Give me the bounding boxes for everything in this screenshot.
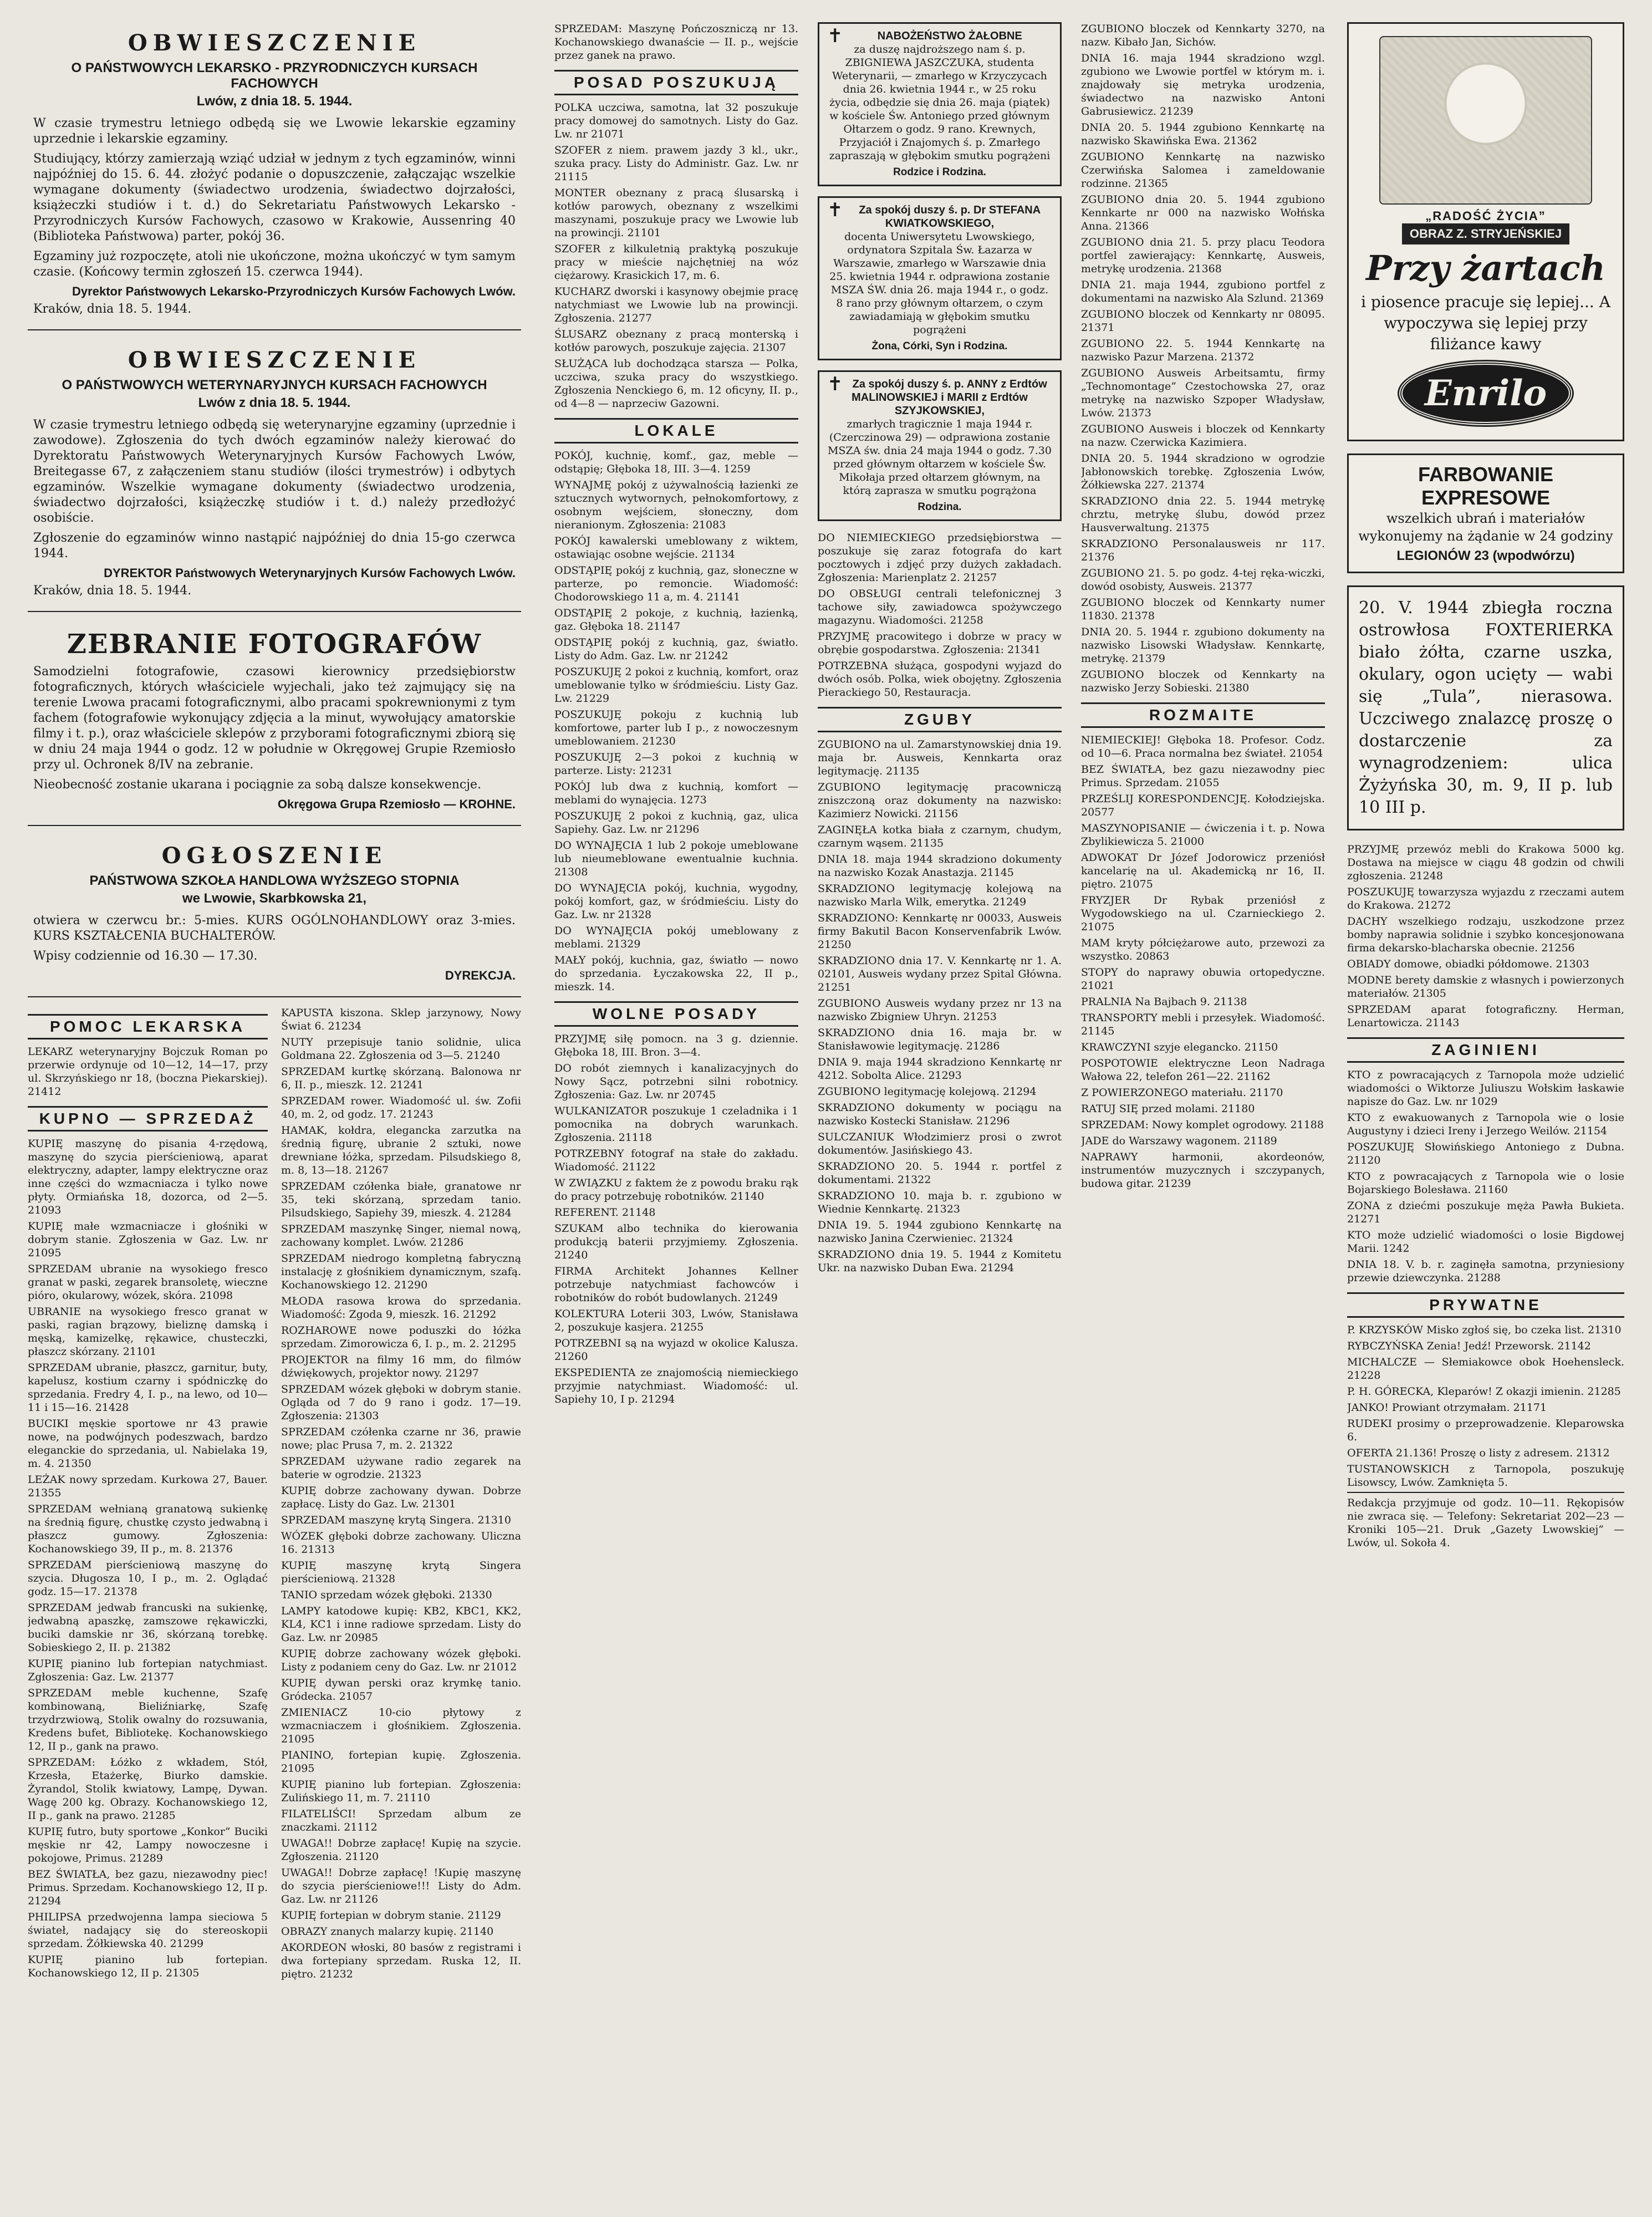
classified-ad: HAMAK, kołdra, elegancka zarzutka na średnią figurę, ubranie 2 sztuki, nowe drewniane łóżka, sprzedam. Pilsudskiego 8, m. 8, 13—18. 21267 xyxy=(281,1124,521,1176)
classified-ad: SZOFER z niem. prawem jazdy 3 kl., ukr., szuka pracy. Listy do Administr. Gaz. Lw. nr 21115 xyxy=(554,144,798,183)
classified-ad: PRZYJMĘ pracowitego i dobrze w pracy w obrębie gospodarstwa. Zgłoszenia: 21341 xyxy=(818,630,1062,656)
classified-ad: DNIA 9. maja 1944 skradziono Kennkartę nr 4212. Sobolta Alice. 21293 xyxy=(818,1056,1062,1082)
classified-ad: SPRZEDAM ubranie na wysokiego fresco granat w paski, zegarek bransoletę, wieczne pióro, okularowy, wózek, skóra. 21098 xyxy=(28,1263,268,1302)
notice-paragraph: Egzaminy już rozpoczęte, atoli nie ukończone, można ukończyć w tym samym czasie. (Końcowy termin zgłoszeń 15. czerwca 1944). xyxy=(33,249,516,279)
classified-ad: SPRZEDAM: Nowy komplet ogrodowy. 21188 xyxy=(1081,1119,1324,1131)
classified-ad: POSZUKUJĘ 2 pokoi z kuchnią, komfort, oraz umeblowanie tylko w śródmieściu. Listy Gaz. Lw. 21229 xyxy=(554,666,798,705)
classified-ad: ŚLUSARZ obeznany z pracą monterską i kotłów parowych, poszukuje zajęcia. 21307 xyxy=(554,328,798,354)
classified-ad: DNIA 16. maja 1944 skradziono wzgl. zgubiono we Lwowie portfel w którym m. i. znajdowały się metryka urodzenia, świadectwo na nazwisko Antoni Gabrusiewicz. 21239 xyxy=(1081,52,1325,118)
classified-ad: POLKA uczciwa, samotna, lat 32 poszukuje pracy domowej do samotnych. Listy do Gaz. Lw. nr 21071 xyxy=(554,101,798,140)
ad-list-job-seekers xyxy=(554,101,798,410)
obituary-heading: Za spokój duszy ś. p. ANNY z Erdtów MALINOWSKIEJ i MARII z Erdtów SZYJKOWSKIEJ, xyxy=(852,378,1047,417)
notice-trade-school xyxy=(28,835,521,997)
notice-place-date: Lwów, z dnia 18. 5. 1944. xyxy=(196,94,353,109)
classified-ad: MICHALCZE — Słemiakowce obok Hoehensleck. 21228 xyxy=(1347,1356,1624,1382)
classified-ad: ZMIENIACZ 10-cio płytowy z wzmacniaczem i głośnikiem. Zgłoszenia. 21095 xyxy=(281,1706,521,1745)
classified-ad: KUPIĘ maszynę krytą Singera pierścieniową. 21328 xyxy=(281,1559,521,1585)
obituary-text: za duszę najdroższego nam ś. p. ZBIGNIEWA JASZCZUKA, studenta Weterynarii, — zmarłego w Krzyczycach dnia 26. kwietnia 1944 r., w 25 roku życia, odbędzie się dnia 26. maja (piątek) w kościele Św. Antoniego przed głównym Ołtarzem o godz. 9 rano. Krewnych, Przyjaciół i Znajomych ś. p. Zmarłego zapraszają w głębokim smutku pogrążeni xyxy=(829,43,1051,162)
classified-ad: PRZYJMĘ przewóz mebli do Krakowa 5000 kg. Dostawa na miejsce w ciągu 48 godzin od chwili zgłoszenia. 21248 xyxy=(1347,843,1624,882)
classified-ad: SPRZEDAM wełnianą granatową sukienkę na średnią figurę, chustkę czysto jedwabną i płaszcz gumowy. Zgłoszenia: Kochanowskiego 39, II p., m. 8. 21376 xyxy=(28,1503,268,1555)
ad-list-lost-items-continued xyxy=(1081,22,1325,695)
classifieds-subcolumn-right xyxy=(281,1006,521,1984)
classified-ad: KUPIĘ dywan perski oraz krymkę tanio. Gródecka. 21057 xyxy=(281,1677,521,1703)
classified-ad: KTO z powracających z Tarnopola wie o losie Bojarskiego Bolesława. 21160 xyxy=(1347,1170,1624,1196)
classified-ad: POSZUKUJĘ Słowińskiego Antoniego z Dubna. 21120 xyxy=(1347,1141,1624,1166)
classified-ad: EKSPEDIENTA ze znajomością niemieckiego przyjmie natychmiast. Wiadomość: ul. Sapiehy 10, I p. 21294 xyxy=(554,1367,798,1405)
classified-ad: POKÓJ, kuchnię, komf., gaz, meble — odstąpię; Głęboka 18, III. 3—4. 1259 xyxy=(554,450,798,475)
classified-ad: POSZUKUJĘ towarzysza wyjazdu z rzeczami autem do Krakowa. 21272 xyxy=(1347,886,1624,911)
classified-ad: OBIADY domowe, obiadki półdomowe. 21303 xyxy=(1347,958,1589,970)
ad-list-miscellaneous xyxy=(1081,733,1325,1190)
classified-ad: KUPIĘ fortepian w dobrym stanie. 21129 xyxy=(281,1909,501,1922)
classifieds-subcolumn-left xyxy=(28,1006,268,1984)
classified-ad: KAPUSTA kiszona. Sklep jarzynowy, Nowy Świat 6. 21234 xyxy=(281,1007,521,1032)
classified-ad: P. KRZYSKÓW Misko zgłoś się, bo czeka list. 21310 xyxy=(1347,1324,1622,1336)
classified-ad: SŁUŻĄCA lub dochodząca starsza — Polka, uczciwa, szuka pracy do wszystkiego. Zgłoszenia Nenckiego 6, m. 12 oficyny, II. p., od 4—8 — naprzeciw Gazowni. xyxy=(554,358,798,410)
classified-ad: KUPIĘ dobrze zachowany wózek głęboki. Listy z podaniem ceny do Gaz. Lw. nr 21012 xyxy=(281,1648,521,1673)
classified-ad: KUPIĘ dobrze zachowany dywan. Dobrze zapłacę. Listy do Gaz. Lw. 21301 xyxy=(281,1485,521,1510)
classified-ad: NIEMIECKIEJ! Głęboka 18. Profesor. Codz. od 10—6. Praca normalna bez świateł. 21054 xyxy=(1081,734,1325,760)
classified-ad: DO OBSŁUGI centrali telefonicznej 3 tachowe siły, zawiadowca spożywczego magazynu. Wiadomości. 21258 xyxy=(818,588,1062,626)
classified-ad: WYNAJMĘ pokój z używalnością łazienki ze sztucznych wytwornych, pełnokomfortowy, z osobnym wejściem, słoneczny, dom nieranionym. Zgłoszenia: 21083 xyxy=(554,479,798,531)
obituary-family: Rodzice i Rodzina. xyxy=(893,166,986,178)
notice-signature: Dyrektor Państwowych Lekarsko-Przyrodniczych Kursów Fachowych Lwów. xyxy=(72,284,516,298)
notice-signature: DYREKCJA. xyxy=(445,969,516,982)
classified-ad: POTRZEBNY fotograf na stałe do zakładu. Wiadomość. 21122 xyxy=(554,1148,798,1173)
classified-ad: SULCZANIUK Włodzimierz prosi o zwrot dokumentów. Jasińskiego 43. xyxy=(818,1131,1062,1156)
classified-ad: POSPOTOWIE elektryczne Leon Nadraga Wałowa 22, telefon 261—22. 21162 xyxy=(1081,1057,1325,1083)
classified-ad: OFERTA 21.136! Proszę o listy z adresem. 21312 xyxy=(1347,1447,1610,1459)
ad-list-premises xyxy=(554,449,798,993)
obituary xyxy=(818,22,1062,186)
classified-ad: ZGUBIONO Ausweis i bloczek od Kennkarty na nazw. Czerwicka Kazimiera. xyxy=(1081,423,1325,449)
notice-subtitle: O PAŃSTWOWYCH WETERYNARYJNYCH KURSACH FACHOWYCH xyxy=(62,378,487,393)
classified-ad: KRAWCZYNI szyje elegancko. 21150 xyxy=(1081,1041,1278,1053)
classified-ad: SPRZEDAM używane radio zegarek na baterie w ogrodzie. 21323 xyxy=(281,1455,521,1481)
column-3 xyxy=(818,22,1062,1277)
classified-ad: SPRZEDAM pierścieniową maszynę do szycia. Długosza 10, I p., m. 2. Oglądać godz. 15—17. 21378 xyxy=(28,1559,268,1598)
classified-ad: DNIA 20. 5. 1944 zgubiono Kennkartę na nazwisko Skawińska Ewa. 21362 xyxy=(1081,121,1325,147)
classified-ad: REFERENT. 21148 xyxy=(554,1206,656,1219)
section-title-private: PRYWATNE xyxy=(1347,1292,1624,1318)
notice-title: OGŁOSZENIE xyxy=(161,843,387,869)
classified-ad: TANIO sprzedam wózek głęboki. 21330 xyxy=(281,1589,492,1601)
classified-ad: TRANSPORTY mebli i przesyłek. Wiadomość. 21145 xyxy=(1081,1012,1325,1037)
section-title-premises: LOKALE xyxy=(554,418,798,444)
brand-logo: Enrilo xyxy=(1399,361,1572,425)
classified-ad: SPRZEDAM wózek głęboki w dobrym stanie. Ogląda od 7 do 9 rano i godz. 17—19. Zgłoszenia: 21303 xyxy=(281,1383,521,1422)
obituary-text: docenta Uniwersytetu Lwowskiego, ordynatora Szpitala Św. Łazarza w Warszawie, zmarłego w Warszawie dnia 25. kwietnia 1944 r. odprawiona zostanie MSZA ŚW. dnia 26. maja 1944 r., o godz. 8 rano przy głównym ołtarzem, o czym zawiadamiają w głębokim smutku pogrążeni xyxy=(829,231,1050,336)
classified-ad: KTO z powracających z Tarnopola może udzielić wiadomości o Wiktorze Juliuszu Wołskim łaskawie napisze do Gaz. Lw. nr 1029 xyxy=(1347,1069,1624,1108)
classified-ad: PROJEKTOR na filmy 16 mm, do filmów dźwiękowych, projektor nowy. 21297 xyxy=(281,1354,521,1379)
ad-script-title: Przy żartach xyxy=(1366,248,1605,288)
classified-ad: SPRZEDAM aparat fotograficzny. Herman, Lenartowicza. 21143 xyxy=(1347,1003,1624,1029)
notice-medical-courses xyxy=(28,22,521,330)
classified-ad: KUPIĘ pianino lub fortepian. Zgłoszenia: Zulińskiego 11, m. 7. 21110 xyxy=(281,1778,521,1804)
classified-ad: UBRANIE na wysokiego fresco granat w paski, ragian brązowy, bieliznę damską i męską, kamizelkę, rękawice, chusteczki, płaszcz skórzany. 21101 xyxy=(28,1306,268,1358)
section-title-missing-persons: ZAGINIENI xyxy=(1347,1037,1624,1063)
obituary-family: Żona, Córki, Syn i Rodzina. xyxy=(871,340,1008,352)
classified-ad: SZUKAM albo technika do kierowania produkcją baterii przyjmiemy. Zgłoszenia. 21240 xyxy=(554,1222,798,1261)
classified-ad: DNIA 20. 5. 1944 r. zgubiono dokumenty na nazwisko Lisowski Władysław. Kennkartę, metrykę. 21379 xyxy=(1081,626,1325,665)
classified-ad: MODNE berety damskie z własnych i powierzonych materiałów. 21305 xyxy=(1347,974,1624,1000)
classified-ad: BEZ ŚWIATŁA, bez gazu, niezawodny piec! Primus. Sprzedam. Kochanowskiego 12, II p. 21294 xyxy=(28,1868,268,1907)
obituary-text: zmarłych tragicznie 1 maja 1944 r. (Czerczinowa 29) — odprawiona zostanie MSZA św. dnia 24 maja 1944 o godz. 7.30 przed głównym ołtarzem w kościele Św. Mikołaja przed ołtarzem głównym, na którą zaprasza w smutku pogrążona xyxy=(828,418,1052,497)
classified-ad: SKRADZIONO 10. maja b. r. zgubiono w Wiednie Kennkartę. 21323 xyxy=(818,1190,1062,1215)
section-title-medical-help: POMOC LEKARSKA xyxy=(28,1014,268,1039)
classified-ad: ODSTĄPIĘ pokój z kuchnią, gaz, słoneczne w parterze, po remoncie. Wiadomość: Chodorowskiego 11 a, m. 4. 21141 xyxy=(554,564,798,603)
dyeing-advertisement xyxy=(1347,453,1624,573)
notice-paragraph: Zgłoszenie do egzaminów winno nastąpić najpóźniej do dnia 15-go czerwca 1944. xyxy=(33,531,516,560)
ad-headline: FARBOWANIE EXPRESOWE xyxy=(1418,463,1553,509)
classified-ad: PHILIPSA przedwojenna lampa sieciowa 5 świateł, nadający się do stereoskopii sprzedam. Żółkiewska 40. 21299 xyxy=(28,1911,268,1950)
ad-list-private xyxy=(1347,1323,1624,1489)
classified-ad: TUSTANOWSKICH z Tarnopola, poszukuję Lisowscy, Lwów. Zamknięta 5. xyxy=(1347,1463,1624,1489)
notice-title: OBWIESZCZENIE xyxy=(128,347,421,373)
classified-ad: DO NIEMIECKIEGO przedsiębiorstwa — poszukuje się zaraz fotografa do kart pocztowych i zdjęć przy dużych zakładach. Zgłoszenia: Marienplatz 2. 21257 xyxy=(818,532,1062,584)
classified-ad: PRZYJMĘ siłę pomocn. na 3 g. dziennie. Głęboka 18, III. Bron. 3—4. xyxy=(554,1033,798,1058)
classified-ad: SKRADZIONO dnia 22. 5. 1944 metrykę chrztu, metrykę ślubu, dowód przez Hausverwaltung. 21375 xyxy=(1081,495,1325,534)
classified-ad: ZGUBIONO bloczek od Kennkarty numer 11830. 21378 xyxy=(1081,597,1325,622)
cross-icon: ✝ xyxy=(827,373,843,395)
column-4 xyxy=(1081,22,1325,1193)
classified-ad: KUPIĘ pianino lub fortepian natychmiast. Zgłoszenia: Gaz. Lw. 21377 xyxy=(28,1658,268,1683)
section-title-lost-items: ZGUBY xyxy=(818,707,1062,732)
classified-ad: NUTY przepisuje tanio solidnie, ulica Goldmana 22. Zgłoszenia od 3—5. 21240 xyxy=(281,1036,521,1062)
classified-ad: ZGUBIONO Kennkartę na nazwisko Czerwińska Salomea i zameldowanie rodzinne. 21365 xyxy=(1081,151,1325,190)
classified-ad: ZGUBIONO Ausweis Arbeitsamtu, firmy „Technomontage” Czestochowska 27, oraz metrykę na nazwisko Szpoper Władysław, Lwów. 21373 xyxy=(1081,367,1325,419)
classified-ad: POSZUKUJĘ 2—3 pokoi z kuchnią w parterze. Listy: 21231 xyxy=(554,751,798,777)
ad-list-lost-items xyxy=(818,738,1062,1275)
classified-ad: SPRZEDAM rower. Wiadomość ul. św. Zofii 40, m. 2, od godz. 17. 21243 xyxy=(281,1095,521,1120)
classified-ad: RATUJ SIĘ przed molami. 21180 xyxy=(1081,1103,1255,1115)
classified-ad: LEKARZ weterynaryjny Bojczuk Roman po przerwie ordynuje od 10—12, 14—17, przy ul. Skrzyńskiego nr 18, (boczna Piekarskiej). 21412 xyxy=(28,1046,268,1098)
classified-ad: WÓZEK głęboki dobrze zachowany. Uliczna 16. 21313 xyxy=(281,1530,521,1556)
classified-ad: SKRADZIONO dnia 16. maja br. w Stanisławowie legitymację. 21286 xyxy=(818,1027,1062,1052)
classified-ad: SKRADZIONO dokumenty w pociągu na nazwisko Kostecki Stanisław. 21296 xyxy=(818,1102,1062,1127)
obituary-heading: NABOŻEŃSTWO ŻAŁOBNE xyxy=(877,30,1022,42)
notice-paragraph: W czasie trymestru letniego odbędą się we Lwowie lekarskie egzaminy uprzednie i lekarskie egzaminy. xyxy=(33,116,516,146)
classified-ad: KTO może udzielić wiadomości o losie Bigdowej Marii. 1242 xyxy=(1347,1229,1624,1255)
notice-paragraph: Nieobecność zostanie ukarana i pociągnie za sobą dalsze konsekwencje. xyxy=(33,778,482,792)
notice-paragraph: Studiujący, którzy zamierzają wziąć udział w jednym z tych egzaminów, winni najpóźniej do 15. 6. 44. złożyć podanie o dopuszczenie, załączając wszelkie wymagane dokumenty (świadectwo urodzenia, świadectwo dojrzałości, książeczki studiów i t. d.) do Sekretariatu Państwowych Lekarsko - Przyrodniczych Kursów Fachowych, czasowo w Krakowie, Aussenring 40 (Biblioteka Państwowa) parter, pokój 36. xyxy=(33,152,516,243)
classified-ad: RUDEKI prosimy o przeprowadzenie. Kleparowska 6. xyxy=(1347,1418,1624,1443)
classified-ad: ZGUBIONO Ausweis wydany przez nr 13 na nazwisko Zbigniew Uhryn. 21253 xyxy=(818,997,1062,1023)
classifieds-subcolumns xyxy=(28,1006,521,1984)
obituary xyxy=(818,196,1062,360)
classified-ad: DACHY wszelkiego rodzaju, uszkodzone przez bomby naprawia solidnie i szybko koncesjonowana firma dekarsko-blacharska obecnie. 21256 xyxy=(1347,915,1624,954)
classified-ad: SPRZEDAM czółenka białe, granatowe nr 35, teki skórzaną, sprzedam tanio. Pilsudskiego, Sapiehy 39, mieszk. 4. 21284 xyxy=(281,1180,521,1219)
classified-ad: Z POWIERZONEGO materiału. 21170 xyxy=(1081,1087,1283,1099)
classified-ad: SPRZEDAM ubranie, płaszcz, garnitur, buty, kapelusz, kostium czarny i spódniczkę do sprzedania. Fredry 4, I. p., na lewo, od 10—11 i 15—16. 21428 xyxy=(28,1362,268,1414)
classified-ad: SPRZEDAM czółenka czarne nr 36, prawie nowe; plac Prusa 7, m. 2. 21322 xyxy=(281,1426,521,1451)
classified-ad: DNIA 21. maja 1944, zgubiono portfel z dokumentami na nazwisko Ala Szlund. 21369 xyxy=(1081,279,1325,304)
notice-address: we Lwowie, Skarbkowska 21, xyxy=(182,891,367,906)
classified-ad: KOLEKTURA Loterii 303, Lwów, Stanisława 2, poszukuje kasjera. 21255 xyxy=(554,1308,798,1333)
classified-ad: PRALNIA Na Bajbach 9. 21138 xyxy=(1081,996,1247,1008)
coffee-advertisement xyxy=(1347,22,1624,441)
classified-ad: DO WYNAJĘCIA pokój, kuchnia, wygodny, pokój komfort, gaz, w śródmieściu. Listy do Gaz. Lw. nr 21328 xyxy=(554,882,798,921)
lost-dog-notice: 20. V. 1944 zbiegła roczna ostrowłosa FOXTERIERKA biało żółta, czarne uszka, okulary, ogon ucięty — wabi się „Tula”, nierasowa. Uczciwego znalazcę proszę o dostarczenie za wynagrodzeniem: ulica Żyżyńska 30, m. 9, II p. lub 10 III p. xyxy=(1347,585,1624,830)
classified-ad: ROZHAROWE nowe poduszki do łóżka sprzedam. Zimorowicza 6, I. p., m. 2. 21295 xyxy=(281,1324,521,1350)
section-title-buy-sell: KUPNO — SPRZEDAŻ xyxy=(28,1106,268,1132)
section-title-vacancies: WOLNE POSADY xyxy=(554,1001,798,1027)
classified-ad: WULKANIZATOR poszukuje 1 czeladnika i 1 pomocnika na dobrych warunkach. Zgłoszenia. 21118 xyxy=(554,1105,798,1144)
classified-ad: POSZUKUJĘ pokoju z kuchnią lub komfortowe, parter lub I p., z nowoczesnym umeblowaniem. 21230 xyxy=(554,709,798,747)
classified-ad: MONTER obeznany z pracą ślusarską i kotłów parowych, obeznany z wszelkimi maszynami, poszukuje pracy we Lwowie lub na prowincji. 21101 xyxy=(554,187,798,239)
classified-ad: AKORDEON włoski, 80 basów z registrami i dwa fortepiany sprzedam. Ruska 12, II. piętro. 21232 xyxy=(281,1941,521,1980)
ad-body: i piosence pracuje się lepiej... A wypoczywa się lepiej przy filiżance kawy xyxy=(1361,293,1610,353)
classified-ad: JADE do Warszawy wagonem. 21189 xyxy=(1081,1135,1277,1147)
classified-ad: ZGUBIONO dnia 21. 5. przy placu Teodora portfel zawierający: Kennkartę, Ausweis, metrykę urodzenia. 21368 xyxy=(1081,236,1325,275)
classified-ad: KUPIĘ maszynę do pisania 4-rzędową, maszynę do szycia pierścieniową, aparat elektryczny, adapter, lampy elektryczne oraz inne części do wzmacniacza i tylko nowe płyty. Ormiańska 18, dozorca, od 2—5. 21093 xyxy=(28,1138,268,1216)
cross-icon: ✝ xyxy=(827,25,843,47)
ad-address: LEGIONÓW 23 (wpodwórzu) xyxy=(1396,548,1575,563)
classified-ad: SPRZEDAM niedrogo kompletną fabryczną instalację z głośnikiem dynamicznym, szafą. Kochanowskiego 12. 21290 xyxy=(281,1252,521,1291)
column-5 xyxy=(1347,22,1624,1552)
classified-ad: LEŻAK nowy sprzedam. Kurkowa 27, Bauer. 21355 xyxy=(28,1474,268,1499)
classified-ad: SKRADZIONO Personalausweis nr 117. 21376 xyxy=(1081,538,1325,563)
notice-place-date: Lwów z dnia 18. 5. 1944. xyxy=(198,395,351,410)
classified-ad: PIANINO, fortepian kupię. Zgłoszenia. 21095 xyxy=(281,1749,521,1775)
classified-ad: ZGUBIONO legitymację pracowniczą zniszczoną oraz dokumenty na nazwisko: Kazimierz Nowicki. 21156 xyxy=(818,781,1062,820)
classified-ad: ODSTĄPIĘ pokój z kuchnią, gaz, światło. Listy do Adm. Gaz. Lw. nr 21242 xyxy=(554,636,798,662)
ad-list-buy-sell-continued xyxy=(281,1006,521,1981)
classified-ad: ZGUBIONO 22. 5. 1944 Kennkartę na nazwisko Pazur Marzena. 21372 xyxy=(1081,338,1325,363)
classified-ad: P. H. GÓRECKA, Kleparów! Z okazji imienin. 21285 xyxy=(1347,1385,1621,1398)
obituary-heading: Za spokój duszy ś. p. Dr STEFANA KWIATKOWSKIEGO, xyxy=(859,204,1041,230)
classified-ad: OBRAZY znanych malarzy kupię. 21140 xyxy=(281,1925,494,1938)
classified-ad: KUPIĘ pianino lub fortepian. Kochanowskiego 12, II p. 21305 xyxy=(28,1954,268,1979)
notice-date: Kraków, dnia 18. 5. 1944. xyxy=(33,584,192,598)
classified-ad: UWAGA!! Dobrze zapłacę! Kupię na szycie. Zgłoszenia. 21120 xyxy=(281,1837,521,1863)
classified-ad: NAPRAWY harmonii, akordeonów, instrumentów muzycznych i szczypanych, budowa gitar. 21239 xyxy=(1081,1151,1325,1190)
ad-list-col5 xyxy=(1347,843,1624,1029)
ad-list-top xyxy=(554,22,798,62)
ad-list-buy-sell xyxy=(28,1137,268,1980)
classified-ad: W ZWIĄZKU z faktem że z powodu braku rąk do pracy potrzebuję robotników. 21140 xyxy=(554,1177,798,1202)
editorial-footer: Redakcja przyjmuje od godz. 10—11. Rękopisów nie zwraca się. — Telefony: Sekretariat 202—23 — Kroniki 105—21. Druk „Gazety Lwowskiej” — Lwów, ul. Sokoła 4. xyxy=(1347,1492,1624,1550)
classified-ad: ODSTĄPIĘ 2 pokoje, z kuchnią, łazienką, gaz. Głęboka 18. 21147 xyxy=(554,607,798,633)
classified-ad: FRYZJER Dr Rybak przeniósł z Wygodowskiego na ul. Czarnieckiego 2. 21075 xyxy=(1081,894,1325,933)
classified-ad: ZGUBIONO 21. 5. po godz. 4-tej ręka-wiczki, dowód osobisty, Ausweis. 21377 xyxy=(1081,567,1325,593)
notice-photographers-meeting xyxy=(28,621,521,826)
section-title-miscellaneous: ROZMAITE xyxy=(1081,702,1325,728)
classified-ad: ADWOKAT Dr Józef Jodorowicz przeniósł kancelarię na ul. Akademicką nr 16, II. piętro. 21075 xyxy=(1081,852,1325,890)
classified-ad: BEZ ŚWIATŁA, bez gazu niezawodny piec Primus. Sprzedam. 21055 xyxy=(1081,763,1325,789)
classified-ad: SKRADZIONO 20. 5. 1944 r. portfel z dokumentami. 21322 xyxy=(818,1160,1062,1186)
classified-ad: SPRZEDAM jedwab francuski na sukienkę, jedwabną apaszkę, zamszowe rękawiczki, buciki damskie nr 36, skórzaną torebkę. Sobieskiego 2, II. p. 21382 xyxy=(28,1602,268,1654)
classified-ad: POSZUKUJĘ 2 pokoi z kuchnią, gaz, ulica Sapiehy. Gaz. Lw. nr 21296 xyxy=(554,810,798,835)
classified-ad: FILATELIŚCI! Sprzedam album ze znaczkami. 21112 xyxy=(281,1808,521,1833)
classified-ad: RYBCZYŃSKA Zenia! Jedź! Przeworsk. 21142 xyxy=(1347,1340,1591,1352)
ad-list-misc xyxy=(818,531,1062,699)
ad-slogan: „RADOŚĆ ŻYCIA” xyxy=(1425,209,1546,223)
classified-ad: UWAGA!! Dobrze zapłacę! !Kupię maszynę do szycia pierścieniowe!!! Listy do Adm. Gaz. Lw. nr 21126 xyxy=(281,1867,521,1905)
ad-list-vacancies xyxy=(554,1032,798,1406)
classified-ad: POTRZEBNI są na wyjazd w okolice Kalusza. 21260 xyxy=(554,1337,798,1363)
classified-ad: MAM kryty półciężarowe auto, przewozi za wszystko. 20863 xyxy=(1081,937,1325,962)
classified-ad: DNIA 19. 5. 1944 zgubiono Kennkartę na nazwisko Janina Czerwieniec. 21324 xyxy=(818,1219,1062,1245)
classified-ad: ZGUBIONO bloczek od Kennkarty na nazwisko Jerzy Sobieski. 21380 xyxy=(1081,669,1325,694)
notice-title: OBWIESZCZENIE xyxy=(128,30,421,56)
classified-ad: ZONA z dziećmi poszukuje męża Pawła Bukieta. 21271 xyxy=(1347,1200,1624,1225)
cross-icon: ✝ xyxy=(827,199,843,221)
classified-ad: KTO z ewakuowanych z Tarnopola wie o losie Augustyny i dzieci Ireny i Jerzego Weilów. 21154 xyxy=(1347,1112,1624,1137)
classified-ad: BUCIKI męskie sportowe nr 43 prawie nowe, na podwójnych podeszwach, bardzo eleganckie do sprzedania, ul. Nabielaka 19, m. 4. 21350 xyxy=(28,1418,268,1470)
column-2 xyxy=(554,22,798,1409)
classified-ad: PRZEŚLIJ KORESPONDENCJĘ. Kołodziejska. 20577 xyxy=(1081,793,1325,818)
notice-paragraph: Wpisy codziennie od 16.30 — 17.30. xyxy=(33,949,258,963)
notice-paragraph: otwiera w czerwcu br.: 5-mies. KURS OGÓLNOHANDLOWY oraz 3-mies. KURS KSZTAŁCENIA BUCHALTERÓW. xyxy=(33,914,516,943)
notice-title: ZEBRANIE FOTOGRAFÓW xyxy=(67,629,482,660)
classified-ad: SKRADZIONO: Kennkartę nr 00033, Ausweis firmy Bakutil Bacon Konservenfabrik Lwów. 21250 xyxy=(818,912,1062,951)
classified-ad: KUPIĘ futro, buty sportowe „Konkor” Buciki męskie nr 42, Lampy nowoczesne i pokojowe, Primus. 21289 xyxy=(28,1826,268,1864)
classified-ad: SKRADZIONO legitymację kolejową na nazwisko Marla Wilk, emerytka. 21249 xyxy=(818,883,1062,908)
woman-portrait-image xyxy=(1379,36,1592,205)
classified-ad: SPRZEDAM meble kuchenne, Szafę kombinowaną, Bieliźniarkę, Szafę trzydrzwiową, Stolik owalny do rozsuwania, Kredens bufet, Bibliotekę. Kochanowskiego 12, II p., gank na prawo. xyxy=(28,1687,268,1752)
classified-ad: POKÓJ lub dwa z kuchnią, komfort — meblami do wynajęcia. 1273 xyxy=(554,781,798,806)
classified-ad: DNIA 18. maja 1944 skradziono dokumenty na nazwisko Kozak Anastazja. 21145 xyxy=(818,853,1062,879)
classified-ad: SKRADZIONO dnia 19. 5. 1944 z Komitetu Ukr. na nazwisko Duban Ewa. 21294 xyxy=(818,1248,1062,1274)
obituary xyxy=(818,370,1062,521)
classified-ad: POKÓJ kawalerski umeblowany z wiktem, ostawiając osobne wejście. 21134 xyxy=(554,535,798,560)
section-title-job-seekers: POSAD POSZUKUJĄ xyxy=(554,70,798,95)
classified-ad: JANKO! Prowiant otrzymałam. 21171 xyxy=(1347,1401,1547,1414)
classified-ad: DNIA 18. V. b. r. zaginęła samotna, przyniesiony przewie dziewczynka. 21288 xyxy=(1347,1258,1624,1284)
classified-ad: STOPY do naprawy obuwia ortopedyczne. 21021 xyxy=(1081,966,1325,992)
classified-ad: MAŁY pokój, kuchnia, gaz, światło — nowo do sprzedania. Łyczakowska 22, II p., mieszk. 14. xyxy=(554,954,798,993)
obituary-family: Rodzina. xyxy=(917,501,962,513)
classified-ad: SPRZEDAM maszynkę Singer, niemal nową, zachowany komplet. Lwów. 21286 xyxy=(281,1223,521,1248)
classified-ad: SPRZEDAM: Łóżko z wkładem, Stół, Krzesła, Etażerkę, Biurko damskie. Żyrandol, Stolik kwiatowy, Lampę, Dywan. Wagę 200 kg. Obrazy. Kochanowskiego 12, II p., gank na prawo. 21285 xyxy=(28,1756,268,1822)
notice-paragraph: W czasie trymestru letniego odbędą się weterynaryjne egzaminy (uprzednie i zawodowe). Zgłoszenia do tych dwóch egzaminów należy kierować do Dyrektoratu Państwowych Weterynaryjnych Kursów Fachowych Lwów, Breitegasse 67, z załączeniem stanu studiów (ilości trymestrów) i odbytych egzaminów. Wszelkie wymagane dokumenty (świadectwo urodzenia, świadectwo dojrzałości, książeczkę studiów i t. d.) należy przedłożyć osobiście. xyxy=(33,418,516,525)
classified-ad: ZGUBIONO bloczek od Kennkarty nr 08095. 21371 xyxy=(1081,308,1325,334)
ad-body: wszelkich ubrań i materiałów wykonujemy na żądanie w 24 godziny xyxy=(1358,511,1613,544)
classified-ad: LAMPY katodowe kupię: KB2, KBC1, KK2, KL4, KC1 i inne radiowe sprzedam. Listy do Gaz. Lw. nr 20985 xyxy=(281,1605,521,1644)
classified-ad: SPRZEDAM kurtkę skórzaną. Balonowa nr 6, II. p., mieszk. 12. 21241 xyxy=(281,1066,521,1091)
notice-veterinary-courses xyxy=(28,339,521,612)
notice-paragraph: Samodzielni fotografowie, czasowi kierownicy przedsiębiorstw fotograficznych, których właściciele wyjechali, jako też zajmujący się na terenie Lwowa pracami fotograficznymi, albo pracami spokrewnionymi z tym fachem (fotografowie wykonujący zdjęcia a la minut, wywołujący amatorskie filmy i t. p.), oraz właściciele sklepów z przyborami fotograficznymi zbiorą się w dniu 24 maja 1944 o godz. 12 w południe w Okręgowej Grupie Rzemiosło przy ul. Ochronek 8/IV na zebranie. xyxy=(33,665,516,772)
classified-ad: FIRMA Architekt Johannes Kellner potrzebuje natychmiast fachowców i robotników do robót budowlanych. 21249 xyxy=(554,1265,798,1304)
classified-ad: ZGUBIONO na ul. Zamarstynowskiej dnia 19. maja br. Ausweis, Kennkarta oraz legitymację. 21135 xyxy=(818,738,1062,777)
notice-date: Kraków, dnia 18. 5. 1944. xyxy=(33,302,192,316)
classified-ad: ZGUBIONO dnia 20. 5. 1944 zgubiono Kennkarte nr 000 na nazwisko Wołńska Anna. 21366 xyxy=(1081,193,1325,232)
notice-subtitle: PAŃSTWOWA SZKOŁA HANDLOWA WYŻSZEGO STOPNIA xyxy=(89,873,460,888)
notice-signature: Okręgowa Grupa Rzemiosło — KROHNE. xyxy=(277,797,516,811)
classified-ad: SZOFER z kilkuletnią praktyką poszukuje pracy w mieście najchętniej na wóz ciężarowy. Krasickich 17, m. 6. xyxy=(554,243,798,282)
classified-ad: KUCHARZ dworski i kasynowy obejmie pracę natychmiast we Lwowie lub na prowincji. Zgłoszenia. 21277 xyxy=(554,286,798,324)
classified-ad: KUPIĘ małe wzmacniacze i głośniki w dobrym stanie. Zgłoszenia w Gaz. Lw. nr 21095 xyxy=(28,1220,268,1259)
notice-signature: DYREKTOR Państwowych Weterynaryjnych Kursów Fachowych Lwów. xyxy=(104,566,516,580)
classified-ad: SPRZEDAM: Maszynę Pończoszniczą nr 13. Kochanowskiego dwanaście — II. p., wejście przez ganek na prawo. xyxy=(554,23,798,62)
classified-ad: ZGUBIONO legitymację kolejową. 21294 xyxy=(818,1085,1037,1098)
classified-ad: MŁODA rasowa krowa do sprzedania. Wiadomość: Zgoda 9, mieszk. 16. 21292 xyxy=(281,1295,521,1321)
ad-banner: OBRAZ Z. STRYJEŃSKIEJ xyxy=(1402,223,1569,244)
classified-ad: DO WYNAJĘCIA pokój umeblowany z meblami. 21329 xyxy=(554,925,798,950)
classified-ad: DNIA 20. 5. 1944 skradziono w ogrodzie Jabłonowskich torebkę. Zgłoszenia Lwów, Żółkiewska 227. 21374 xyxy=(1081,452,1325,491)
column-notices xyxy=(28,22,521,1984)
classified-ad: DO WYNAJĘCIA 1 lub 2 pokoje umeblowane lub nieumeblowane ewentualnie kuchnia. 21308 xyxy=(554,839,798,878)
classified-ad: ZGUBIONO bloczek od Kennkarty 3270, na nazw. Kibało Jan, Sichów. xyxy=(1081,23,1325,48)
notice-subtitle: O PAŃSTWOWYCH LEKARSKO - PRZYRODNICZYCH KURSACH FACHOWYCH xyxy=(71,60,478,91)
classified-ad: SKRADZIONO dnia 17. V. Kennkartę nr 1. A. 02101, Ausweis wydany przez Spital Główna. 21251 xyxy=(818,955,1062,993)
ad-list-medical xyxy=(28,1045,268,1098)
classified-ad: POTRZEBNA służąca, gospodyni wyjazd do dwóch osób. Polka, wiek obojętny. Zgłoszenia Pierackiego 50, Restauracja. xyxy=(818,660,1062,699)
classified-ad: DO robót ziemnych i kanalizacyjnych do Nowy Sącz, potrzebni silni robotnicy. Zgłoszenia: Gaz. Lw. nr 20745 xyxy=(554,1062,798,1101)
classified-ad: MASZYNOPISANIE — ćwiczenia i t. p. Nowa Zbylikiewicza 5. 21000 xyxy=(1081,822,1325,848)
classified-ad: ZAGINĘŁA kotka biała z czarnym, chudym, czarnym wąsem. 21135 xyxy=(818,824,1062,849)
ad-list-missing-persons xyxy=(1347,1068,1624,1285)
classified-ad: SPRZEDAM maszynę krytą Singera. 21310 xyxy=(281,1514,511,1526)
